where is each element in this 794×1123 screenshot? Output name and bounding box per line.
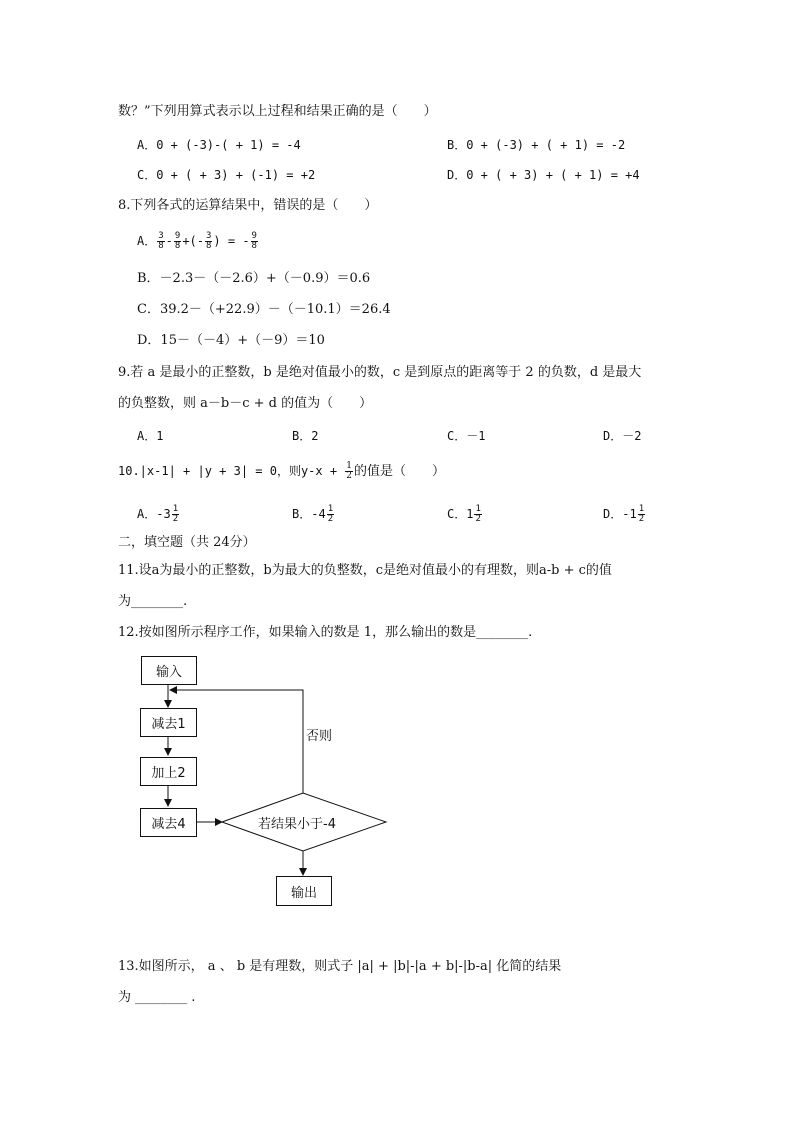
flow-condition-label: 若结果小于-4 xyxy=(258,817,336,832)
flow-input-box: 输入 xyxy=(141,656,197,685)
q13-line1-text: 13.如图所示， a 、 b 是有理数，则式子 |a| + |b|-|a + b|-|b-a| 化简的结果 xyxy=(118,959,562,974)
q8-option-b: B．－2.3－（－2.6）+（－0.9）＝0.6 xyxy=(137,271,371,286)
fraction: $\frac{9}{8}$ xyxy=(251,231,257,251)
q10-stem-pre: 10.|x-1| + |y + 3| = 0，则y-x + xyxy=(118,464,345,478)
q8-option-c: C．39.2－（+22.9）－（－10.1）＝26.4 xyxy=(137,302,391,317)
q11-line1: 11.设a为最小的正整数，b为最大的负整数，c是绝对值最小的有理数，则a-b + c的值 xyxy=(118,563,612,578)
fraction: $\frac{9}{8}$ xyxy=(174,231,181,251)
q12-stem: 12.按如图所示程序工作，如果输入的数是 1，那么输出的数是________. xyxy=(118,625,533,640)
q7-option-d: D．0 + ( + 3) + ( + 1) = +4 xyxy=(447,168,640,182)
q7-option-c: C．0 + ( + 3) + (-1) = +2 xyxy=(137,168,316,182)
q7-option-a: A．0 + (-3)-( + 1) = -4 xyxy=(137,138,301,152)
q11-line2: 为________. xyxy=(118,594,188,609)
flow-output-box: 输出 xyxy=(276,876,332,906)
q8-option-d: D．15－（－4）+（－9）＝10 xyxy=(137,333,325,348)
fraction: $\frac{3}{8}$ xyxy=(158,231,164,251)
q13-line2: 为 ________ . xyxy=(118,990,196,1005)
flow-else-label: 否则 xyxy=(306,729,333,744)
q9-option-c: C．－1 xyxy=(447,429,486,443)
flow-add-2-box: 加上2 xyxy=(140,757,197,786)
q10-option-b: B．-4 $\frac{1}{2}$ xyxy=(292,504,334,524)
operator: - xyxy=(165,234,173,248)
q7-option-b: B．0 + (-3) + ( + 1) = -2 xyxy=(447,138,626,152)
flow-subtract-1-box: 减去1 xyxy=(140,708,197,737)
q9-option-b: B．2 xyxy=(292,429,319,443)
q8-a-label: A． xyxy=(137,234,157,248)
q10-stem-post: 的值是（ ） xyxy=(354,464,446,479)
section-title-fill-in: 二，填空题（共 24分） xyxy=(118,535,256,550)
q13-line1 xyxy=(118,958,561,976)
q8-stem: 8.下列各式的运算结果中，错误的是（ ） xyxy=(118,198,378,213)
fraction: $\frac{1}{2}$ xyxy=(346,461,353,481)
operator: +(- xyxy=(182,234,204,248)
q9-stem-line2: 的负整数，则 a－b－c + d 的值为（ ） xyxy=(118,396,373,411)
q9-option-d: D．－2 xyxy=(603,429,642,443)
q10-option-d: D．-1 $\frac{1}{2}$ xyxy=(603,504,645,524)
operator: ) = - xyxy=(213,234,250,248)
q10-option-c: C．1 $\frac{1}{2}$ xyxy=(447,504,481,524)
fraction: $\frac{3}{8}$ xyxy=(206,231,212,251)
flow-subtract-4-box: 减去4 xyxy=(140,808,197,837)
q10-option-a: A．-3 $\frac{1}{2}$ xyxy=(137,504,179,524)
q9-stem-line1: 9.若 a 是最小的正整数，b 是绝对值最小的数，c 是到原点的距离等于 2 的负数，d 是最大 xyxy=(118,365,642,380)
q7-stem-tail: 数？”下列用算式表示以上过程和结果正确的是（ ） xyxy=(118,104,437,119)
q9-option-a: A．1 xyxy=(137,429,164,443)
